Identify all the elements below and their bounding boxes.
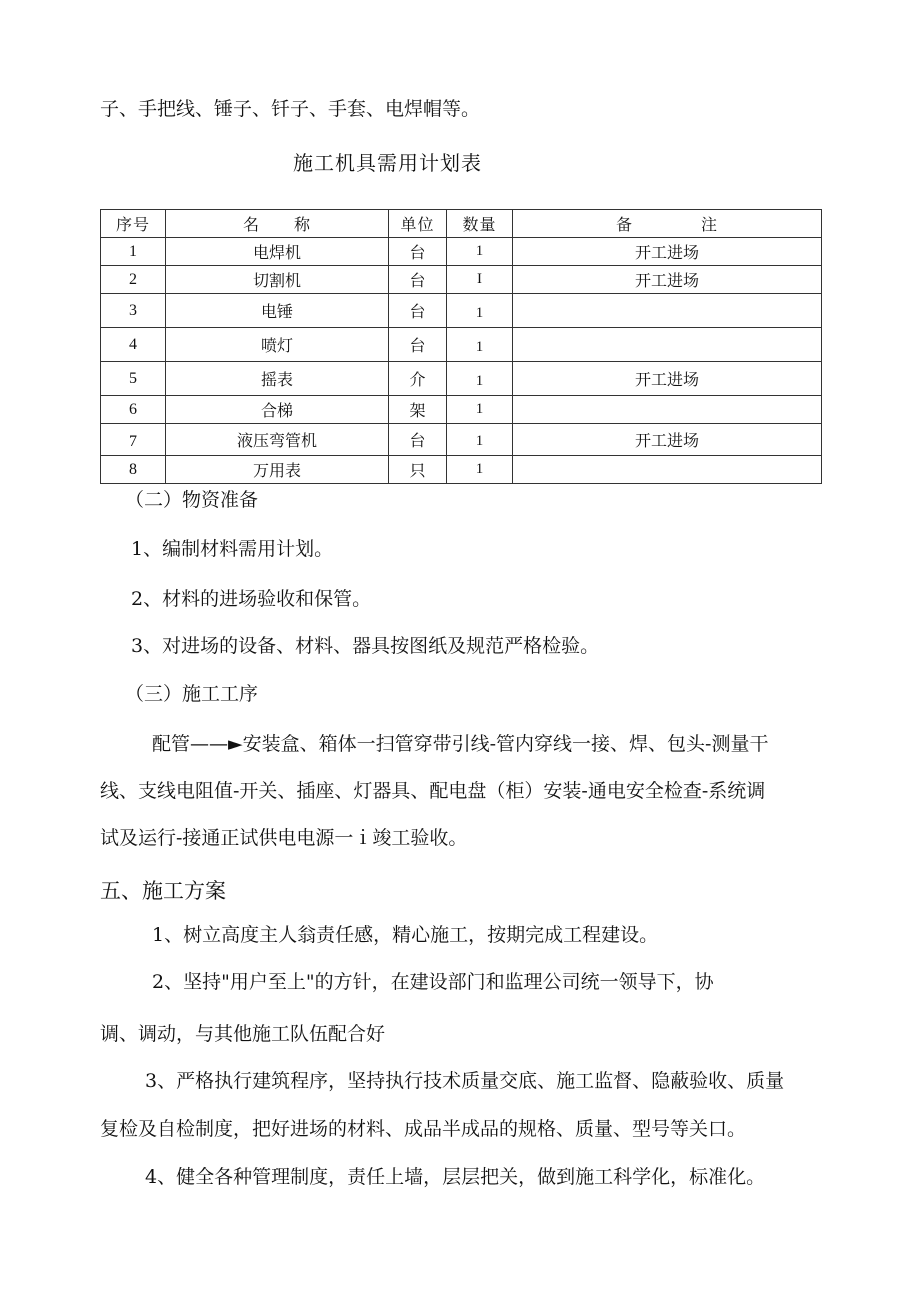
cell-name: 液压弯管机 <box>166 424 389 456</box>
cell-unit: 台 <box>389 238 447 266</box>
plan-item-continued: 复检及自检制度，把好进场的材料、成品半成品的规格、质量、型号等关口。 <box>100 1118 747 1140</box>
cell-qty: 1 <box>447 328 513 362</box>
cell-unit: 台 <box>389 294 447 328</box>
header-unit: 单位 <box>389 210 447 238</box>
cell-name: 万用表 <box>166 456 389 484</box>
process-line: 配管——►安装盒、箱体一扫管穿带引线-管内穿线一接、焊、包头-测量干 <box>152 733 769 755</box>
table-header-row <box>101 210 822 238</box>
cell-qty: 1 <box>447 294 513 328</box>
cell-unit: 台 <box>389 424 447 456</box>
cell-name: 切割机 <box>166 266 389 294</box>
cell-note: 开工进场 <box>513 424 822 456</box>
cell-note <box>513 396 822 424</box>
cell-unit: 只 <box>389 456 447 484</box>
cell-qty: 1 <box>447 456 513 484</box>
process-line: 线、支线电阻值-开关、插座、灯器具、配电盘（柜）安装-通电安全检查-系统调 <box>100 780 766 802</box>
cell-name: 电焊机 <box>166 238 389 266</box>
cell-name: 合梯 <box>166 396 389 424</box>
plan-item: 1、树立高度主人翁责任感，精心施工，按期完成工程建设。 <box>152 924 659 946</box>
table-row <box>101 328 822 362</box>
cell-no: 6 <box>101 396 166 424</box>
plan-item-continued: 调、调动，与其他施工队伍配合好 <box>100 1023 386 1045</box>
cell-note: 开工进场 <box>513 266 822 294</box>
header-qty: 数量 <box>447 210 513 238</box>
cell-qty: 1 <box>447 424 513 456</box>
cell-qty: 1 <box>447 362 513 396</box>
section5-heading: 五、施工方案 <box>100 879 226 903</box>
cell-name: 喷灯 <box>166 328 389 362</box>
table-row <box>101 266 822 294</box>
cell-no: 1 <box>101 238 166 266</box>
table-title: 施工机具需用计划表 <box>293 151 482 175</box>
cell-unit: 台 <box>389 328 447 362</box>
cell-name: 电锤 <box>166 294 389 328</box>
table-row <box>101 294 822 328</box>
header-note: 备 注 <box>513 210 822 238</box>
cell-no: 2 <box>101 266 166 294</box>
cell-no: 5 <box>101 362 166 396</box>
cell-note <box>513 456 822 484</box>
plan-item: 2、坚持"用户至上"的方针，在建设部门和监理公司统一领导下，协 <box>152 971 714 993</box>
table-row <box>101 456 822 484</box>
table-row <box>101 362 822 396</box>
plan-item: 3、严格执行建筑程序，坚持执行技术质量交底、施工监督、隐蔽验收、质量 <box>145 1070 785 1092</box>
header-name: 名 称 <box>166 210 389 238</box>
cell-name: 摇表 <box>166 362 389 396</box>
cell-unit: 架 <box>389 396 447 424</box>
cell-unit: 介 <box>389 362 447 396</box>
process-heading: （三）施工工序 <box>125 683 259 705</box>
materials-item: 3、对进场的设备、材料、器具按图纸及规范严格检验。 <box>131 635 600 657</box>
materials-heading: （二）物资准备 <box>125 489 259 511</box>
process-line: 试及运行-接通正试供电电源一ｉ竣工验收。 <box>100 827 468 849</box>
tools-table <box>100 209 822 484</box>
table-row <box>101 396 822 424</box>
cell-unit: 台 <box>389 266 447 294</box>
top-line: 子、手把线、锤子、钎子、手套、电焊帽等。 <box>100 98 481 120</box>
cell-no: 8 <box>101 456 166 484</box>
plan-item: 4、健全各种管理制度，责任上墙，层层把关，做到施工科学化，标准化。 <box>145 1166 766 1188</box>
cell-qty: I <box>447 266 513 294</box>
cell-no: 3 <box>101 294 166 328</box>
table-row <box>101 238 822 266</box>
cell-qty: 1 <box>447 396 513 424</box>
cell-note <box>513 328 822 362</box>
cell-no: 7 <box>101 424 166 456</box>
cell-note <box>513 294 822 328</box>
materials-item: 1、编制材料需用计划。 <box>131 538 334 560</box>
materials-item: 2、材料的进场验收和保管。 <box>131 588 372 610</box>
table-row <box>101 424 822 456</box>
cell-qty: 1 <box>447 238 513 266</box>
cell-no: 4 <box>101 328 166 362</box>
cell-note: 开工进场 <box>513 362 822 396</box>
cell-note: 开工进场 <box>513 238 822 266</box>
header-no: 序号 <box>101 210 166 238</box>
